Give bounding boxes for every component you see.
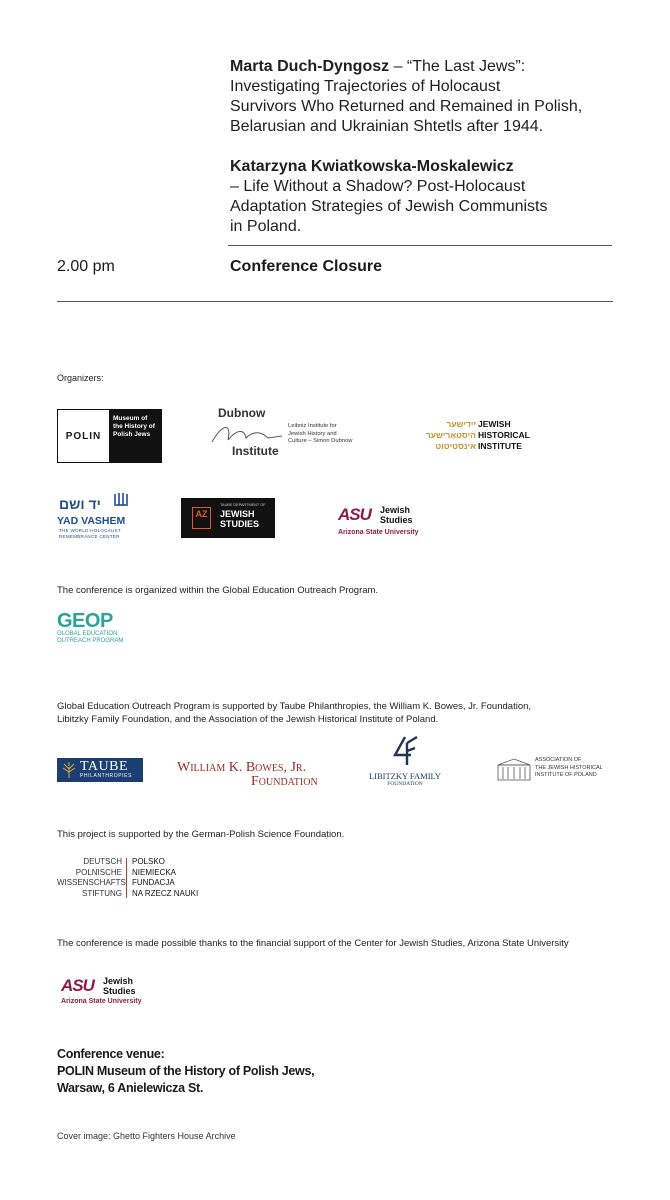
asu-mark: ASU xyxy=(338,505,371,524)
jhi-logo xyxy=(410,419,540,455)
jhi-yiddish: ייִדישער היסטאָרישער אינסטיטוט xyxy=(425,419,476,451)
libitzky-monogram-icon xyxy=(389,735,421,767)
talk-1-speaker: Marta Duch-Dyngosz xyxy=(230,58,390,75)
geop-logo: GEOP GLOBAL EDUCATION OUTREACH PROGRAM xyxy=(57,611,132,651)
asu-mark-2: ASU xyxy=(61,976,94,995)
dpws-logo: DEUTSCH POLNISCHE WISSENSCHAFTS STIFTUNG POLSKO NIEMIECKA FUNDACJA NA RZECZ NAUKI xyxy=(57,857,199,898)
talk-1-title-line-2: Investigating Trajectories of Holocaust xyxy=(230,78,501,95)
yad-vashem-name: YAD VASHEM xyxy=(57,515,126,527)
talk-1-title-line-3: Survivors Who Returned and Remained in Polish, xyxy=(230,98,583,115)
talk-2-title-line-2: Adaptation Strategies of Jewish Communists xyxy=(230,198,548,215)
talk-1-title-line-1: “The Last Jews”: xyxy=(406,58,526,75)
polin-desc: Museum of the History of Polish Jews xyxy=(109,410,161,462)
libitzky-logo: LIBITZKY FAMILY FOUNDATION xyxy=(362,735,448,789)
association-jhi-logo: ASSOCIATION OF THE JEWISH HISTORICAL INSTITUTE OF POLAND xyxy=(497,757,612,785)
tree-icon xyxy=(61,761,77,779)
talk-2-title-line-1: – Life Without a Shadow? Post-Holocaust xyxy=(230,178,526,195)
geop-note: The conference is organized within the Global Education Outreach Program. xyxy=(57,585,379,596)
talk-1: Marta Duch-Dyngosz – “The Last Jews”: Investigating Trajectories of Holocaust Survivors Who Returned and Remained in Polish, Belarusian and Ukrainian Shtetls after 1944. xyxy=(230,57,630,137)
talk-2-speaker: Katarzyna Kwiatkowska-Moskalewicz xyxy=(230,158,514,175)
cover-credit: Cover image: Ghetto Fighters House Archive xyxy=(57,1131,236,1141)
asu-support-note: The conference is made possible thanks to the financial support of the Center for Jewish Studies, Arizona State University xyxy=(57,938,569,949)
taube-philanthropies-logo: TAUBE PHILANTHROPIES xyxy=(57,758,143,782)
bowes-foundation-logo: William K. Bowes, Jr. Foundation xyxy=(177,760,318,789)
asu-logo-2: ASU Jewish Studies Arizona State University xyxy=(61,976,142,1005)
dubnow-logo: Dubnow Institute Leibniz Institute for Jewish History and Culture – Simon Dubnow xyxy=(210,406,355,462)
talk-1-title-line-4: Belarusian and Ukrainian Shtetls after 1944. xyxy=(230,118,544,135)
asu-logo: ASU Jewish Studies Arizona State University xyxy=(338,505,419,536)
closure-label: Conference Closure xyxy=(230,258,383,275)
polin-wordmark: POLIN xyxy=(58,410,109,462)
talk-2-title-line-3: in Poland. xyxy=(230,218,302,235)
menorah-icon xyxy=(112,492,130,512)
divider-long xyxy=(57,301,613,302)
closure-time: 2.00 pm xyxy=(57,258,115,275)
taube-dept-logo: AZ TAUBE DEPARTMENT OF JEWISH STUDIES xyxy=(181,498,275,538)
dpws-divider xyxy=(126,858,127,898)
german-polish-note: This project is supported by the German-Polish Science Foundation. xyxy=(57,829,345,840)
organizers-heading: Organizers: xyxy=(57,373,104,383)
polin-logo xyxy=(57,409,162,463)
taube-dept-mark: AZ xyxy=(192,507,211,529)
building-icon xyxy=(497,758,531,782)
talk-2 xyxy=(230,157,630,237)
yad-vashem-hebrew: יד ושם xyxy=(59,496,101,512)
geop-mark: GEOP xyxy=(57,610,113,632)
yad-vashem-logo: יד ושם YAD VASHEM THE WORLD HOLOCAUST REMEMBRANCE CENTER xyxy=(57,492,132,540)
support-text: Global Education Outreach Program is supported by Taube Philanthropies, the William K. Bowes, Jr. Foundation, Libitzky Family Foundation, and the Association of the Jewish Historical Institute of Poland. xyxy=(57,701,532,725)
conference-venue: Conference venue: POLIN Museum of the History of Polish Jews, Warsaw, 6 Anielewicza St. xyxy=(57,1047,315,1095)
divider-short xyxy=(228,245,612,246)
jhi-english: JEWISH HISTORICAL INSTITUTE xyxy=(478,419,530,451)
